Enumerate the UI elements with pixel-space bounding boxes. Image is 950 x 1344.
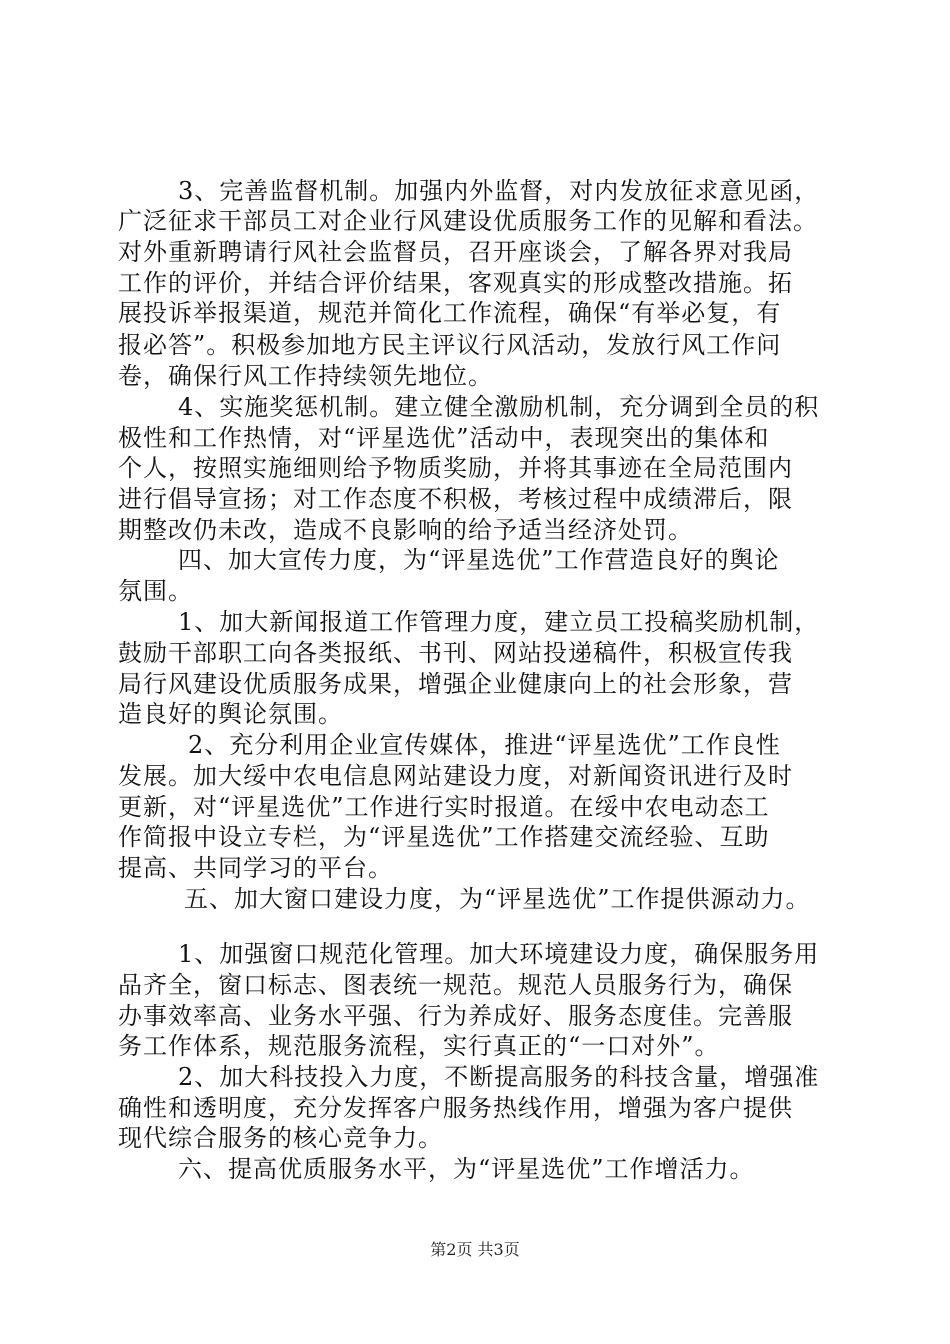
section-heading: 五、加大窗口建设力度，为“评星选优”工作提供源动力。 <box>184 885 811 913</box>
page-number-footer: 第2页 共3页 <box>430 1240 520 1259</box>
text-line: 鼓励干部职工向各类报纸、书刊、网站投递稿件，积极宣传我 <box>118 639 793 667</box>
text-line: 造良好的舆论氛围。 <box>118 700 343 728</box>
text-line: 广泛征求干部员工对企业行风建设优质服务工作的见解和看法。 <box>118 207 818 235</box>
text-line: 进行倡导宣扬；对工作态度不积极，考核过程中成绩滞后，限 <box>118 485 793 513</box>
text-line: 个人，按照实施细则给予物质奖励，并将其事迹在全局范围内 <box>118 454 793 482</box>
text-line: 发展。加大绥中农电信息网站建设力度，对新闻资讯进行及时 <box>118 762 793 790</box>
text-line: 务工作体系，规范服务流程，实行真正的“一口对外”。 <box>118 1032 720 1060</box>
section-heading: 氛围。 <box>118 577 193 605</box>
text-line: 工作的评价，并结合评价结果，客观真实的形成整改措施。拓 <box>118 269 793 297</box>
text-line: 作简报中设立专栏，为“评星选优”工作搭建交流经验、互助 <box>118 823 770 851</box>
text-line: 确性和透明度，充分发挥客户服务热线作用，增强为客户提供 <box>118 1094 793 1122</box>
text-line: 2、加大科技投入力度，不断提高服务的科技含量，增强准 <box>178 1063 820 1091</box>
text-line: 期整改仍未改，造成不良影响的给予适当经济处罚。 <box>118 516 693 544</box>
text-line: 更新，对“评星选优”工作进行实时报道。在绥中农电动态工 <box>118 793 770 821</box>
text-line: 展投诉举报渠道，规范并简化工作流程，确保“有举必复，有 <box>118 299 782 327</box>
text-line: 1、加大新闻报道工作管理力度，建立员工投稿奖励机制， <box>178 608 820 636</box>
text-line: 报必答”。积极参加地方民主评议行风活动，发放行风工作问 <box>118 331 782 359</box>
text-line: 现代综合服务的核心竞争力。 <box>118 1124 443 1152</box>
section-heading: 四、加大宣传力度，为“评星选优”工作营造良好的舆论 <box>178 546 780 574</box>
section-heading: 六、提高优质服务水平，为“评星选优”工作增活力。 <box>178 1155 755 1183</box>
text-line: 对外重新聘请行风社会监督员，召开座谈会，了解各界对我局 <box>118 238 793 266</box>
text-line: 办事效率高、业务水平强、行为养成好、服务态度佳。完善服 <box>118 1002 793 1030</box>
text-line: 提高、共同学习的平台。 <box>118 854 393 882</box>
text-line: 极性和工作热情，对“评星选优”活动中，表现突出的集体和 <box>118 424 770 452</box>
text-line: 2、充分利用企业宣传媒体，推进“评星选优”工作良性 <box>188 731 781 759</box>
text-line: 卷，确保行风工作持续领先地位。 <box>118 362 493 390</box>
text-line: 1、加强窗口规范化管理。加大环境建设力度，确保服务用 <box>178 940 820 968</box>
text-line: 品齐全，窗口标志、图表统一规范。规范人员服务行为，确保 <box>118 971 793 999</box>
text-line: 4、实施奖惩机制。建立健全激励机制，充分调到全员的积 <box>178 393 820 421</box>
text-line: 3、完善监督机制。加强内外监督，对内发放征求意见函， <box>178 177 820 205</box>
text-line: 局行风建设优质服务成果，增强企业健康向上的社会形象，营 <box>118 670 793 698</box>
